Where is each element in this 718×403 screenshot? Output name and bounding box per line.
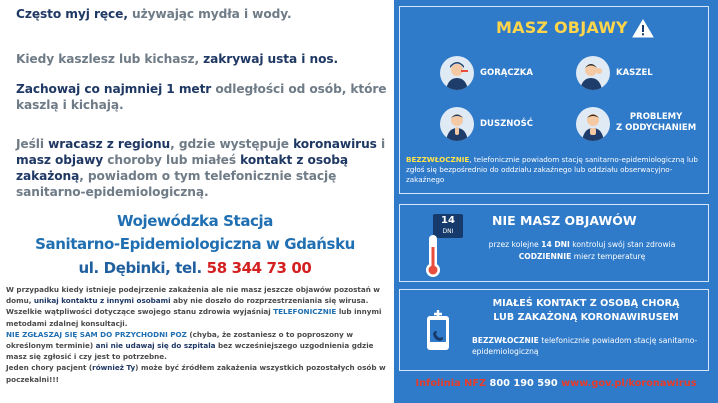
org-name-line2: Sanitarno-Epidemiologiczna w Gdańsku: [35, 235, 355, 253]
symptom-dyspnea-label: DUSZNOŚĆ: [480, 119, 533, 129]
breathing-icon: [576, 107, 610, 141]
org-address-phone: ul. Dębinki, tel. 58 344 73 00: [78, 259, 312, 277]
quarantine-info: W przypadku kiedy istnieje podejrzenie zakażenia ale nie masz jeszcze objawów pozostań w domu, unikaj kontaktu z innymi osobami aby nie doszło do rozprzestrzeniania się wirusa. Wszelkie wątpliwości dotyczące swojego stanu zdrowia wyjaśniaj TELEFONICZNIE lub innymi metodami zdalnej konsultacji. NIE ZGŁASZAJ SIĘ SAM DO PRZYCHODNI POZ (chyba, że zostaniesz o to poproszony w określonym terminie) ani nie udawaj się do szpitala bez wcześniejszego uzgodnienia gdzie masz się zgłosić i czy jest to potrzebne. Jeden chory pacjent (również Ty) może być źródłem zakażenia wszystkich pozostałych osób w poczekalni!!!: [6, 285, 386, 384]
symptoms-instruction: BEZZWŁOCZNIE, telefonicznie powiadom stację sanitarno-epidemiologiczną lub zgłoś się bezpośrednio do oddziału zakaźnego lub oddziału obserwacyjno-zakaźnego: [406, 155, 698, 184]
symptoms-title: MASZ OBJAWY: [496, 18, 628, 37]
hotline-footer: Infolinia NFZ 800 190 590 www.gov.pl/koronawirus: [415, 378, 697, 389]
distance-tip: Zachowaj co najmniej 1 metr odległości od osób, które kaszlą i kichają.: [16, 82, 387, 112]
no-symptoms-instruction: przez kolejne 14 DNI kontroluj swój stan zdrowia CODZIENNIE mierz temperaturę: [488, 240, 676, 261]
contact-instruction: BEZZWŁOCZNIE telefonicznie powiadom stację sanitarno-epidemiologiczną: [472, 336, 698, 356]
handwash-tip: Często myj ręce, używając mydła i wody.: [16, 7, 292, 21]
warning-icon: [632, 19, 654, 38]
thermometer-icon: [424, 225, 442, 279]
contact-box: [399, 289, 709, 371]
symptom-fever-label: GORĄCZKA: [480, 68, 533, 78]
right-panel: [394, 0, 718, 403]
hotline-number[interactable]: 800 190 590: [489, 378, 562, 389]
contact-title: MIAŁEŚ KONTAKT Z OSOBĄ CHORĄ LUB ZAKAŻONĄ KORONAWIRUSEM: [492, 298, 680, 323]
phone-number[interactable]: 58 344 73 00: [206, 259, 312, 277]
no-symptoms-title: NIE MASZ OBJAWÓW: [492, 213, 637, 228]
symptoms-box: [399, 6, 709, 194]
cough-tip: Kiedy kaszlesz lub kichasz, zakrywaj usta i nos.: [16, 52, 339, 66]
dyspnea-icon: [440, 107, 474, 141]
symptom-cough-label: KASZEL: [616, 68, 653, 78]
symptom-breathing-label: PROBLEMY Z ODDYCHANIEM: [616, 112, 697, 133]
fever-icon: [440, 56, 474, 90]
phone-icon: [425, 308, 453, 352]
cough-icon: [576, 56, 610, 90]
no-symptoms-box: [399, 204, 709, 282]
org-name-line1: Wojewódzka Stacja: [116, 212, 274, 230]
return-tip: Jeśli wracasz z regionu, gdzie występuje koronawirus i masz objawy choroby lub miałeś kontakt z osobą zakażoną, powiadom o tym telefonicznie stację sanitarno-epidemiologiczną.: [16, 137, 386, 199]
website-link[interactable]: www.gov.pl/koronawirus: [561, 378, 697, 389]
calendar-icon: 14 DNI: [433, 214, 463, 238]
